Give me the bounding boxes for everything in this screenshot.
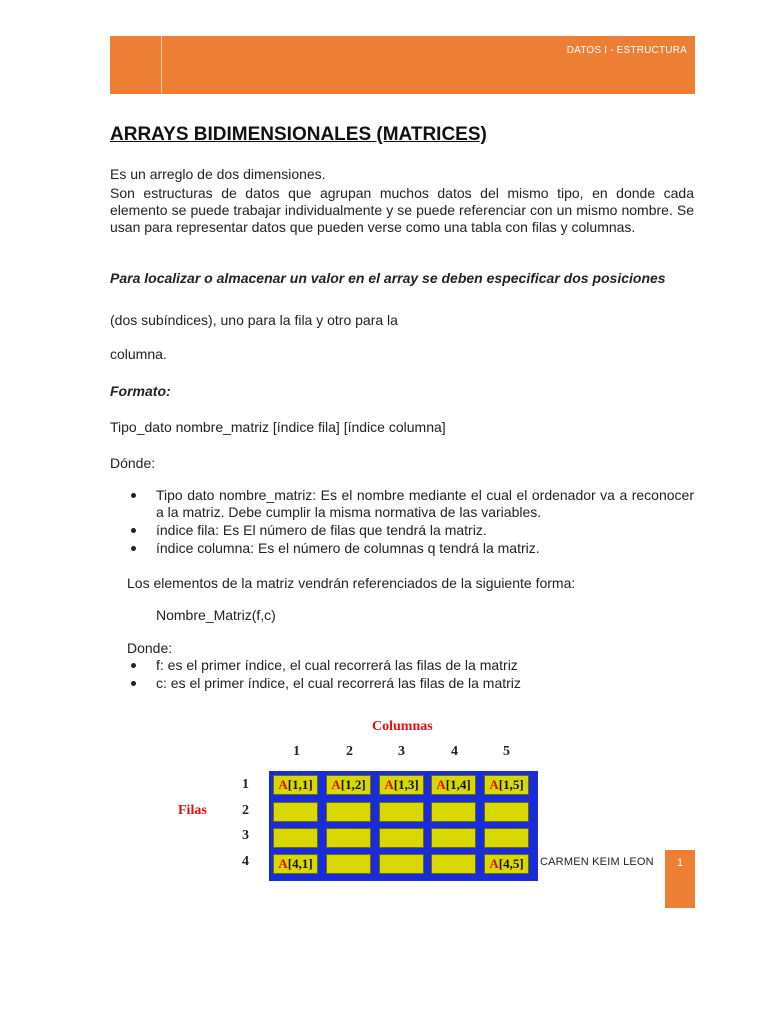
bullet-icon	[131, 681, 136, 686]
header-divider	[161, 36, 162, 94]
matrix-cell	[431, 854, 476, 874]
elements-syntax: Nombre_Matriz(f,c)	[156, 607, 276, 623]
matrix-cell: A[1,3]	[379, 775, 424, 795]
definition-list	[128, 487, 694, 558]
matrix-cell	[484, 802, 529, 822]
matrix-cell	[379, 854, 424, 874]
row-number: 2	[242, 803, 249, 818]
list-item-text: f: es el primer índice, el cual recorrerá las filas de la matriz	[156, 657, 518, 673]
matrix-cell	[273, 802, 318, 822]
matrix-cell	[431, 828, 476, 848]
matrix-cell: A[1,5]	[484, 775, 529, 795]
bullet-icon	[131, 493, 136, 498]
rows-label: Filas	[178, 803, 207, 818]
bullet-icon	[131, 546, 136, 551]
list-item-text: Tipo dato nombre_matriz: Es el nombre mediante el cual el ordenador va a reconocer a la matriz. Debe cumplir la misma normativa de las variables.	[156, 487, 694, 520]
matrix-cell: A[1,2]	[326, 775, 371, 795]
intro-line: Es un arreglo de dos dimensiones.	[110, 166, 326, 182]
matrix-cell: A[4,1]	[273, 854, 318, 874]
col-number: 4	[451, 744, 458, 759]
matrix-cell	[326, 854, 371, 874]
matrix-cell	[326, 802, 371, 822]
row-number: 4	[242, 854, 249, 869]
header-title: DATOS I - ESTRUCTURA	[566, 45, 687, 56]
elements-donde: Donde:	[127, 640, 173, 656]
matrix-cell	[326, 828, 371, 848]
header-bar	[110, 36, 695, 94]
matrix-grid	[269, 771, 538, 881]
formato-donde: Dónde:	[110, 455, 156, 471]
list-item	[128, 675, 694, 692]
page-title: ARRAYS BIDIMENSIONALES (MATRICES)	[110, 124, 487, 145]
locate-bold-text: Para localizar o almacenar un valor en el array se deben especificar dos posiciones	[110, 270, 666, 286]
intro-paragraph: Son estructuras de datos que agrupan muchos datos del mismo tipo, en donde cada elemento se puede trabajar individualmente y se puede referenciar con un mismo nombre. Se usan para representar datos que pueden verse como una tabla con filas y columnas.	[110, 185, 694, 235]
list-item-text: c: es el primer índice, el cual recorrerá las filas de la matriz	[156, 675, 521, 691]
list-item	[128, 522, 694, 539]
locate-line2: columna.	[110, 346, 167, 362]
footer-page-box	[665, 850, 695, 908]
col-number: 1	[293, 744, 300, 759]
matrix-cell: A[4,5]	[484, 854, 529, 874]
formato-label: Formato:	[110, 383, 171, 399]
matrix-cell	[484, 828, 529, 848]
matrix-cell: A[1,1]	[273, 775, 318, 795]
page-number: 1	[676, 857, 684, 869]
columns-label: Columnas	[372, 719, 433, 734]
matrix-cell	[379, 802, 424, 822]
index-list	[128, 657, 694, 693]
list-item	[128, 657, 694, 674]
list-item-text: índice fila: Es El número de filas que tendrá la matriz.	[156, 522, 487, 538]
row-number: 1	[242, 777, 249, 792]
elements-text: Los elementos de la matriz vendrán referenciados de la siguiente forma:	[127, 575, 576, 591]
locate-line1: (dos subíndices), uno para la fila y otro para la	[110, 312, 398, 328]
col-number: 2	[346, 744, 353, 759]
row-number: 3	[242, 828, 249, 843]
col-number: 3	[398, 744, 405, 759]
list-item	[128, 540, 694, 557]
list-item	[128, 487, 694, 521]
matrix-cell: A[1,4]	[431, 775, 476, 795]
matrix-cell	[379, 828, 424, 848]
bullet-icon	[131, 528, 136, 533]
matrix-cell	[273, 828, 318, 848]
list-item-text: índice columna: Es el número de columnas q tendrá la matriz.	[156, 540, 540, 556]
matrix-cell	[431, 802, 476, 822]
col-number: 5	[503, 744, 510, 759]
formato-syntax: Tipo_dato nombre_matriz [índice fila] [índice columna]	[110, 419, 446, 435]
bullet-icon	[131, 663, 136, 668]
footer-author: CARMEN KEIM LEON	[540, 856, 654, 868]
